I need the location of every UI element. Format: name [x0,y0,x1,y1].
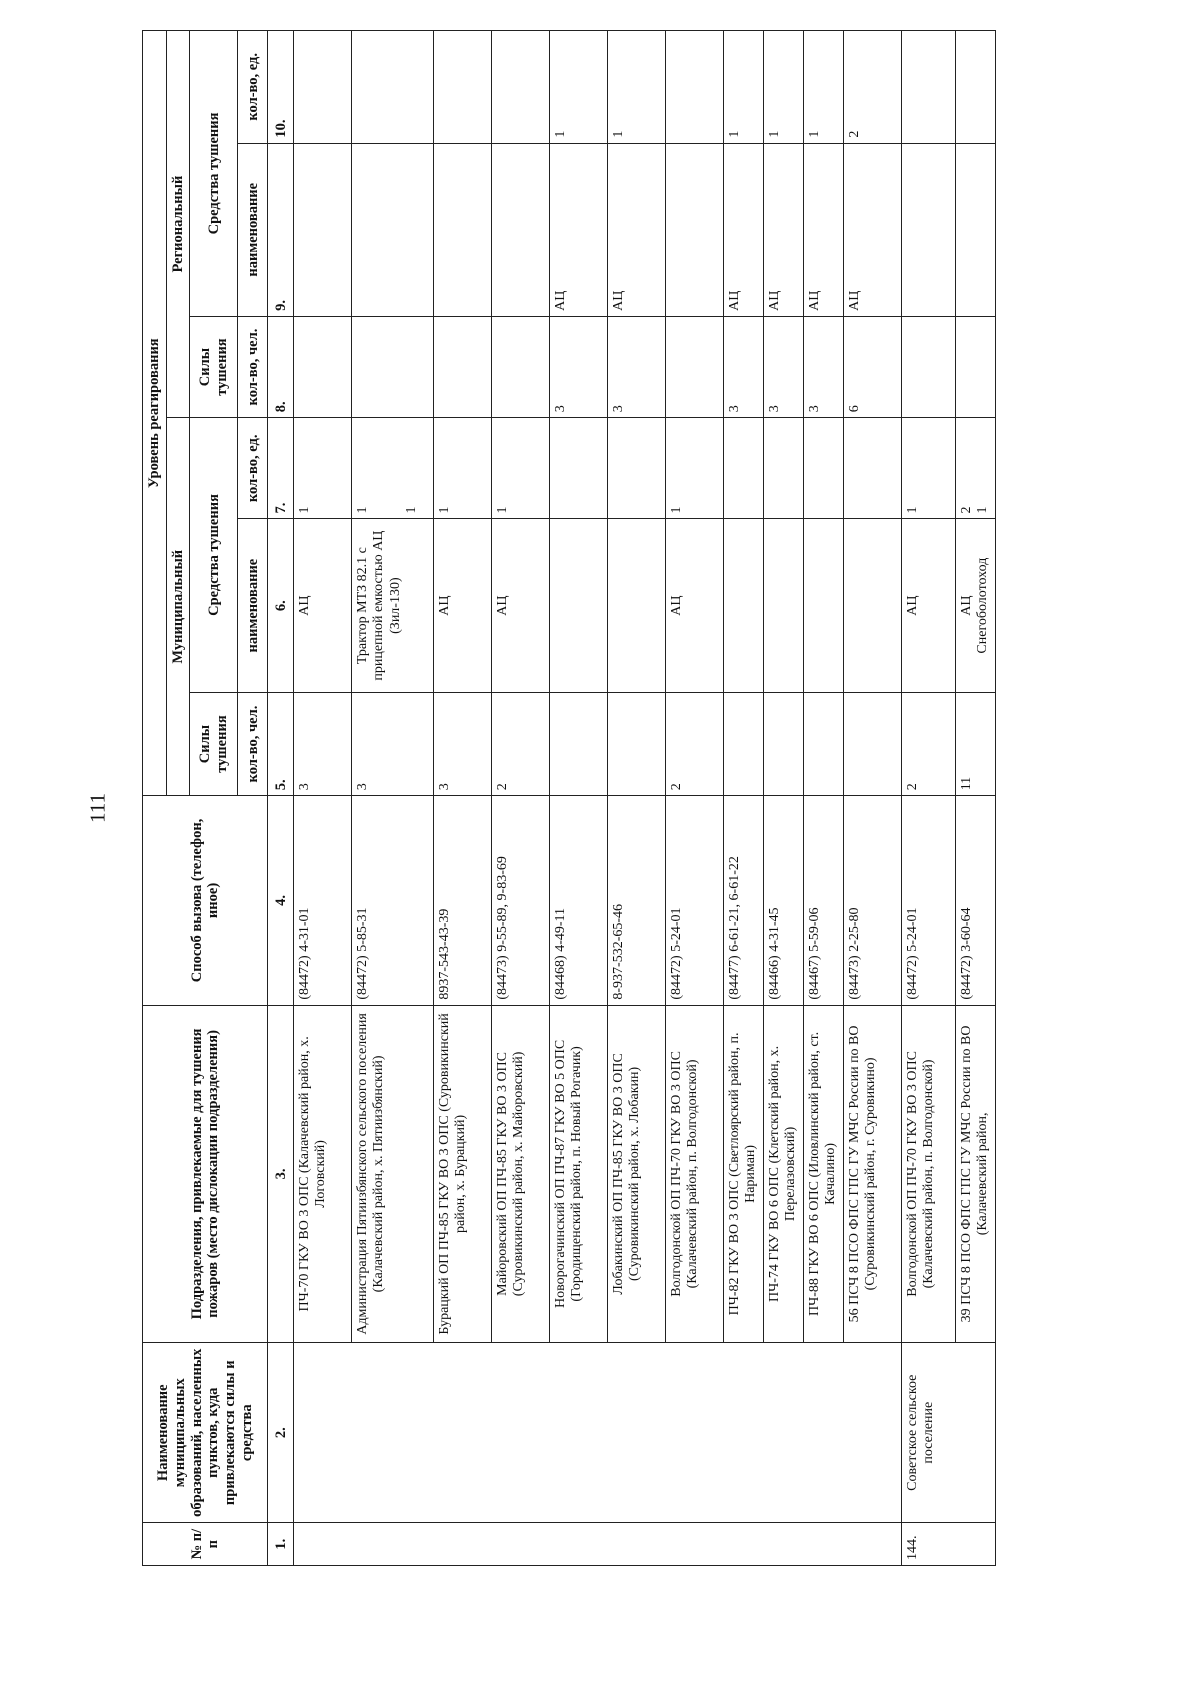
unit-name: Новорогачинский ОП ПЧ-87 ГКУ ВО 5 ОПС (Городищенский район, п. Новый Рогачик) [550,1005,608,1343]
municipal-means-qty: 1 [492,418,550,519]
municipal-means-name: АЦ [666,519,724,692]
row-number [956,1523,996,1566]
header-call-method: Способ вызова (телефон, иное) [143,796,268,1005]
col-number: 5. [268,692,294,796]
row-number: 144. [902,1523,956,1566]
municipal-people [764,692,804,796]
municipal-means-name: АЦ [492,519,550,692]
municipality-name [550,1343,608,1523]
header-r-qty-people: кол-во, чел. [238,316,268,417]
table-row [608,31,666,1566]
municipal-means-qty: 1 [666,418,724,519]
unit-name: 39 ПСЧ 8 ПСО ФПС ГПС ГУ МЧС России по ВО (Калачевский район, [956,1005,996,1343]
header-r-name: наименование [238,143,268,316]
header-no: № п/п [143,1523,268,1566]
regional-people: 3 [764,316,804,417]
municipal-means-qty: 2 1 [956,418,996,519]
row-number [804,1523,844,1566]
regional-people: 3 [608,316,666,417]
table-row [844,31,902,1566]
header-municipality: Наименование муниципальных образований, населенных пунктов, куда привлекаются силы и средства [143,1343,268,1523]
row-number [666,1523,724,1566]
table-row [294,31,352,1566]
municipal-people: 3 [352,692,434,796]
page-number-strip [78,0,118,1697]
municipal-people [608,692,666,796]
regional-means-name [902,143,956,316]
regional-means-qty: 2 [844,31,902,144]
call-phone: (84472) 4-31-01 [294,796,352,1005]
municipal-means-name: АЦ [902,519,956,692]
unit-name: Майоровский ОП ПЧ-85 ГКУ ВО 3 ОПС (Суровикинский район, х. Майоровский) [492,1005,550,1343]
row-number [844,1523,902,1566]
header-regional: Региональный [166,31,190,418]
municipality-name [844,1343,902,1523]
unit-name: ПЧ-70 ГКУ ВО 3 ОПС (Калачевский район, х. Логовский) [294,1005,352,1343]
unit-name: 56 ПСЧ 8 ПСО ФПС ГПС ГУ МЧС России по ВО (Суровикинский район, г. Суровикино) [844,1005,902,1343]
header-r-means: Средства тушения [190,31,238,317]
regional-people [352,316,434,417]
municipal-means-qty [550,418,608,519]
row-number [352,1523,434,1566]
row-number [434,1523,492,1566]
row-number [608,1523,666,1566]
municipal-means-qty [608,418,666,519]
municipal-means-name [764,519,804,692]
table-row [666,31,724,1566]
call-phone: (84473) 2-25-80 [844,796,902,1005]
table-row [724,31,764,1566]
regional-people [902,316,956,417]
col-number: 4. [268,796,294,1005]
municipal-people [724,692,764,796]
regional-people: 3 [724,316,764,417]
row-number [294,1523,352,1566]
municipal-people [844,692,902,796]
municipality-name: Советское сельское поселение [902,1343,956,1523]
regional-people [956,316,996,417]
municipal-people: 2 [902,692,956,796]
municipality-name [352,1343,434,1523]
call-phone: (84472) 5-85-31 [352,796,434,1005]
call-phone: (84472) 5-24-01 [902,796,956,1005]
municipality-name [764,1343,804,1523]
regional-people: 3 [804,316,844,417]
municipal-means-name: АЦ [294,519,352,692]
regional-means-name [956,143,996,316]
response-forces-table [142,30,996,1566]
municipal-means-qty [804,418,844,519]
municipal-means-name [608,519,666,692]
municipality-name [804,1343,844,1523]
header-m-means: Средства тушения [190,418,238,693]
municipal-means-qty [724,418,764,519]
municipal-means-name [550,519,608,692]
regional-means-qty: 1 [724,31,764,144]
table-row [902,31,956,1566]
header-m-name: наименование [238,519,268,692]
regional-means-qty: 1 [764,31,804,144]
col-number: 9. [268,143,294,316]
regional-means-qty [492,31,550,144]
municipality-name [492,1343,550,1523]
table-header [143,31,294,1566]
header-municipal: Муниципальный [166,418,190,796]
municipal-people: 3 [294,692,352,796]
col-number: 1. [268,1523,294,1566]
table-row [352,31,434,1566]
regional-means-qty: 1 [804,31,844,144]
regional-means-name: АЦ [804,143,844,316]
table-row [550,31,608,1566]
regional-people: 6 [844,316,902,417]
municipal-means-qty [764,418,804,519]
regional-means-name: АЦ [844,143,902,316]
regional-means-name [294,143,352,316]
municipal-people: 3 [434,692,492,796]
regional-means-qty [352,31,434,144]
municipal-means-qty: 1 1 [352,418,434,519]
unit-name: ПЧ-74 ГКУ ВО 6 ОПС (Клетский район, х. Перелазовский) [764,1005,804,1343]
municipality-name [294,1343,352,1523]
row-number [492,1523,550,1566]
regional-means-name [492,143,550,316]
municipal-means-name [844,519,902,692]
regional-means-qty [294,31,352,144]
regional-people [666,316,724,417]
row-number [764,1523,804,1566]
page-number: 111 [85,793,110,823]
header-m-forces: Силы тушения [190,692,238,796]
unit-name: Администрация Пятиизбянского сельского поселения (Калачевский район, х. Пятиизбянский) [352,1005,434,1343]
municipal-means-name [804,519,844,692]
municipal-means-qty: 1 [902,418,956,519]
unit-name: Волгодонской ОП ПЧ-70 ГКУ ВО 3 ОПС (Калачевский район, п. Волгодонской) [666,1005,724,1343]
header-r-forces: Силы тушения [190,316,238,417]
regional-means-qty [434,31,492,144]
header-r-qty-units: кол-во, ед. [238,31,268,144]
row-number [724,1523,764,1566]
municipal-means-name: Трактор МТЗ 82.1 с прицепной емкостью АЦ (Зил-130) [352,519,434,692]
regional-means-name: АЦ [608,143,666,316]
municipal-people: 2 [492,692,550,796]
rotated-table-sheet [142,0,1082,1600]
call-phone: (84467) 5-59-06 [804,796,844,1005]
regional-means-name [666,143,724,316]
regional-means-name [352,143,434,316]
call-phone: 8-937-532-65-46 [608,796,666,1005]
column-number-row [268,31,294,1566]
header-units: Подразделения, привлекаемые для тушения пожаров (место дислокации подразделения) [143,1005,268,1343]
regional-means-qty [956,31,996,144]
col-number: 3. [268,1005,294,1343]
regional-people [434,316,492,417]
regional-means-qty: 1 [608,31,666,144]
municipal-people: 11 [956,692,996,796]
regional-means-name: АЦ [764,143,804,316]
regional-people: 3 [550,316,608,417]
table-row [804,31,844,1566]
call-phone: (84472) 3-60-64 [956,796,996,1005]
col-number: 6. [268,519,294,692]
col-number: 10. [268,31,294,144]
municipal-means-qty: 1 [434,418,492,519]
table-row [764,31,804,1566]
unit-name: ПЧ-88 ГКУ ВО 6 ОПС (Иловлинский район, ст. Качалино) [804,1005,844,1343]
municipal-people [550,692,608,796]
table-row [956,31,996,1566]
header-m-qty-people: кол-во, чел. [238,692,268,796]
call-phone: (84468) 4-49-11 [550,796,608,1005]
regional-means-name [434,143,492,316]
col-number: 8. [268,316,294,417]
municipality-name [724,1343,764,1523]
regional-people [492,316,550,417]
municipal-people: 2 [666,692,724,796]
regional-means-qty [902,31,956,144]
call-phone: (84466) 4-31-45 [764,796,804,1005]
col-number: 2. [268,1343,294,1523]
call-phone: (84472) 5-24-01 [666,796,724,1005]
municipality-name [666,1343,724,1523]
table-row [492,31,550,1566]
call-phone: 8937-543-43-39 [434,796,492,1005]
unit-name: Лобакинский ОП ПЧ-85 ГКУ ВО 3 ОПС (Суровикинский район, х. Лобакин) [608,1005,666,1343]
municipal-means-name [724,519,764,692]
municipal-means-qty [844,418,902,519]
table-body [294,31,996,1566]
call-phone: (84477) 6-61-21, 6-61-22 [724,796,764,1005]
regional-people [294,316,352,417]
unit-name: ПЧ-82 ГКУ ВО 3 ОПС (Светлоярский район, п. Нариман) [724,1005,764,1343]
row-number [550,1523,608,1566]
unit-name: Волгодонской ОП ПЧ-70 ГКУ ВО 3 ОПС (Калачевский район, п. Волгодонской) [902,1005,956,1343]
header-response-level: Уровень реагирования [143,31,167,796]
municipal-means-name: АЦ Снегоболотоход [956,519,996,692]
unit-name: Бурацкий ОП ПЧ-85 ГКУ ВО 3 ОПС (Суровикинский район, х. Бурацкий) [434,1005,492,1343]
regional-means-qty [666,31,724,144]
call-phone: (84473) 9-55-89, 9-83-69 [492,796,550,1005]
municipal-means-qty: 1 [294,418,352,519]
municipal-people [804,692,844,796]
col-number: 7. [268,418,294,519]
regional-means-name: АЦ [550,143,608,316]
municipality-name [608,1343,666,1523]
municipality-name [434,1343,492,1523]
municipality-name [956,1343,996,1523]
regional-means-qty: 1 [550,31,608,144]
header-m-qty-units: кол-во, ед. [238,418,268,519]
table-row [434,31,492,1566]
municipal-means-name: АЦ [434,519,492,692]
regional-means-name: АЦ [724,143,764,316]
